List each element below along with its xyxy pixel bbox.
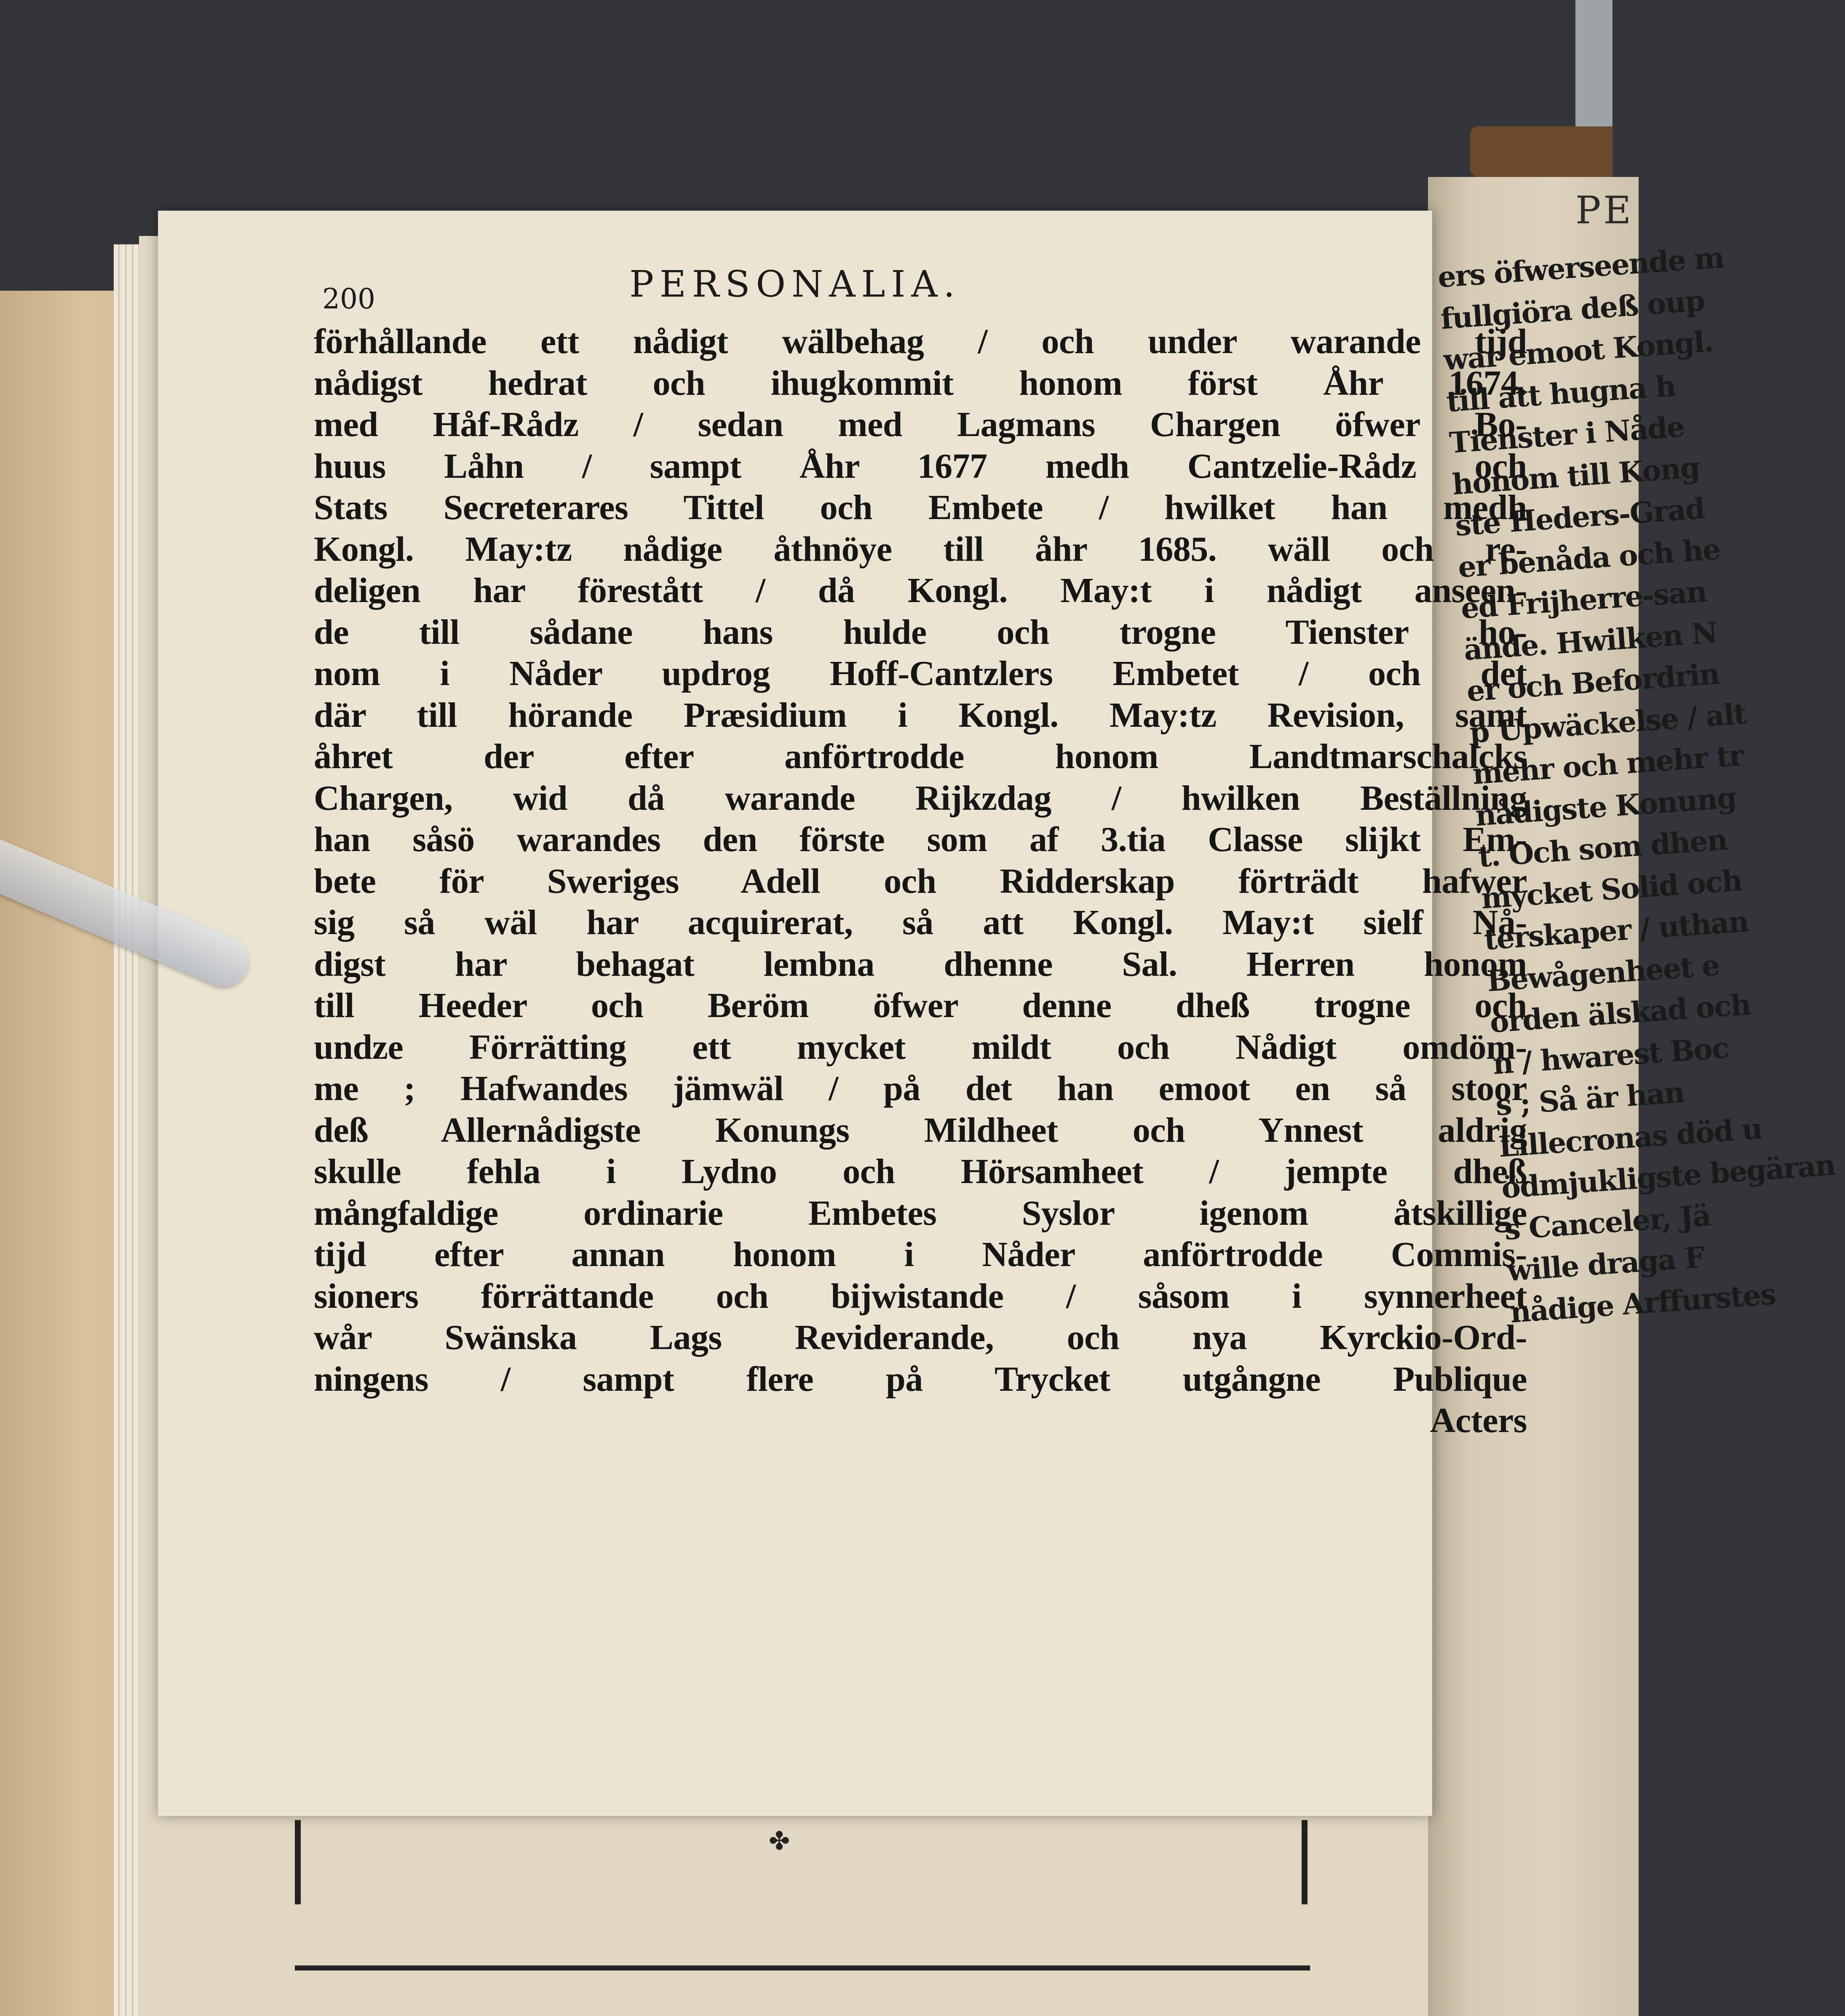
running-head: PERSONALIA. [629, 263, 961, 305]
text-line: nådigst hedrat och ihugkommit honom först Åhr 1674. [314, 363, 1527, 403]
text-line: förhållande ett nådigt wälbehag / och under warande tijd [314, 322, 1527, 361]
underlying-frame-rule-left [295, 1820, 301, 1904]
facing-text-line: ände. Hwilken N [1463, 616, 1718, 667]
text-line: deß Allernådigste Konungs Mildheet och Ynnest aldrig [314, 1110, 1527, 1150]
facing-text-line: er och Befordrin [1465, 657, 1720, 709]
facing-text-line: nådige Arffurstes [1509, 1277, 1777, 1330]
facing-text-line: wille draga F [1506, 1240, 1705, 1288]
facing-text-line: fullgiöra deß oup [1439, 284, 1706, 336]
facing-text-line: till att hugna h [1445, 369, 1677, 419]
text-line: skulle fehla i Lydno och Hörsamheet / jempte dheß [314, 1152, 1527, 1191]
book-clamp [1470, 126, 1612, 177]
facing-text-line: n / hwarest Boc [1492, 1031, 1730, 1081]
book-clamp-metal [1575, 0, 1612, 126]
facing-text-line: ödmjukligste begäran [1500, 1148, 1837, 1205]
text-line: digst har behagat lembna dhenne Sal. Herren honom [314, 944, 1527, 984]
facing-text-line: er benåda och he [1457, 532, 1721, 584]
text-line: undze Förrätting ett mycket mildt och Nådigt omdöm- [314, 1027, 1527, 1067]
facing-text-line: p Upwäckelse / alt [1468, 696, 1747, 750]
text-line: tijd efter annan honom i Nåder anförtrodde Commis- [314, 1235, 1527, 1274]
text-line: Chargen, wid då warande Rijkzdag / hwilken Beställning [314, 778, 1527, 818]
text-line: wår Swänska Lags Reviderande, och nya Kyrckio-Ord- [314, 1318, 1527, 1357]
text-line: me ; Hafwandes jämwäl / på det han emoot en så stoor [314, 1069, 1527, 1108]
facing-running-head: PE [1575, 188, 1634, 233]
text-line: Acters [1430, 1401, 1527, 1440]
text-line: huus Låhn / sampt Åhr 1677 medh Cantzelie-Rådz och [314, 446, 1527, 486]
facing-text-line: honom till Kong [1451, 450, 1701, 502]
text-line: ningens / sampt flere på Trycket utgångne Publique [314, 1359, 1527, 1399]
page-number: 200 [322, 283, 375, 315]
text-line: där till hörande Præsidium i Kongl. May:tz Revision, samt [314, 695, 1527, 735]
text-line: åhret der efter anförtrodde honom Landtmarschalcks [314, 737, 1527, 776]
facing-text-line: ers öfwerseende m [1436, 241, 1725, 295]
facing-text-line: war emoot Kongl. [1442, 324, 1714, 377]
text-line: Kongl. May:tz nådige åthnöye till åhr 1685. wäll och re- [314, 529, 1527, 569]
text-line: med Håf-Rådz / sedan med Lagmans Chargen öfwer Bo- [314, 405, 1527, 444]
facing-text-line: s Canceler, Jä [1503, 1198, 1711, 1247]
facing-text-line: nådigste Konung [1474, 781, 1737, 833]
underlying-ornament: ✤ [768, 1826, 790, 1856]
facing-text-line: orden älskad och [1489, 988, 1752, 1040]
text-line: deligen har förestått / då Kongl. May:t i nådigt anseen- [314, 571, 1527, 610]
facing-text-line: t. Och som dhen [1477, 823, 1728, 874]
text-line: nom i Nåder updrog Hoff-Cantzlers Embetet / och det [314, 654, 1527, 693]
book-page [158, 211, 1527, 1816]
text-line: sig så wäl har acquirerat, så att Kongl. May:t sielf Nå- [314, 903, 1527, 942]
underlying-frame-rule-right [1302, 1820, 1308, 1904]
facing-text-line: ste Heders-Grad [1454, 492, 1706, 543]
text-line: han såsö warandes den förste som af 3.tia Classe slijkt Em- [314, 820, 1527, 859]
page-text-block [314, 321, 1527, 1442]
text-line: mångfaldige ordinarie Embetes Syslor igenom åtskillige [314, 1193, 1527, 1233]
facing-text-line: Bewågenheet e [1486, 948, 1720, 999]
facing-text-line: ed Frijherre-san [1460, 575, 1708, 626]
facing-text-line: mehr och mehr tr [1471, 739, 1744, 791]
text-line: bete för Sweriges Adell och Ridderskap förträdt hafwer [314, 861, 1527, 901]
facing-text-line: mycket Solid och [1480, 863, 1743, 916]
underlying-frame-rule-bottom [295, 1965, 1310, 1970]
facing-text-line: terskaper / uthan [1483, 905, 1750, 957]
facing-text-line: s ; Så är han [1495, 1075, 1685, 1122]
text-line: sioners förrättande och bijwistande / såsom i synnerheet [314, 1276, 1527, 1316]
facing-text-line: Lillecronas död u [1497, 1111, 1763, 1164]
facing-text-line: Tienster i Nåde [1448, 410, 1685, 460]
text-line: de till sådane hans hulde och trogne Tienster ho- [314, 612, 1527, 652]
text-line: till Heeder och Beröm öfwer denne dheß trogne och [314, 986, 1527, 1025]
text-line: Stats Secreterares Tittel och Embete / hwilket han medh [314, 488, 1527, 527]
